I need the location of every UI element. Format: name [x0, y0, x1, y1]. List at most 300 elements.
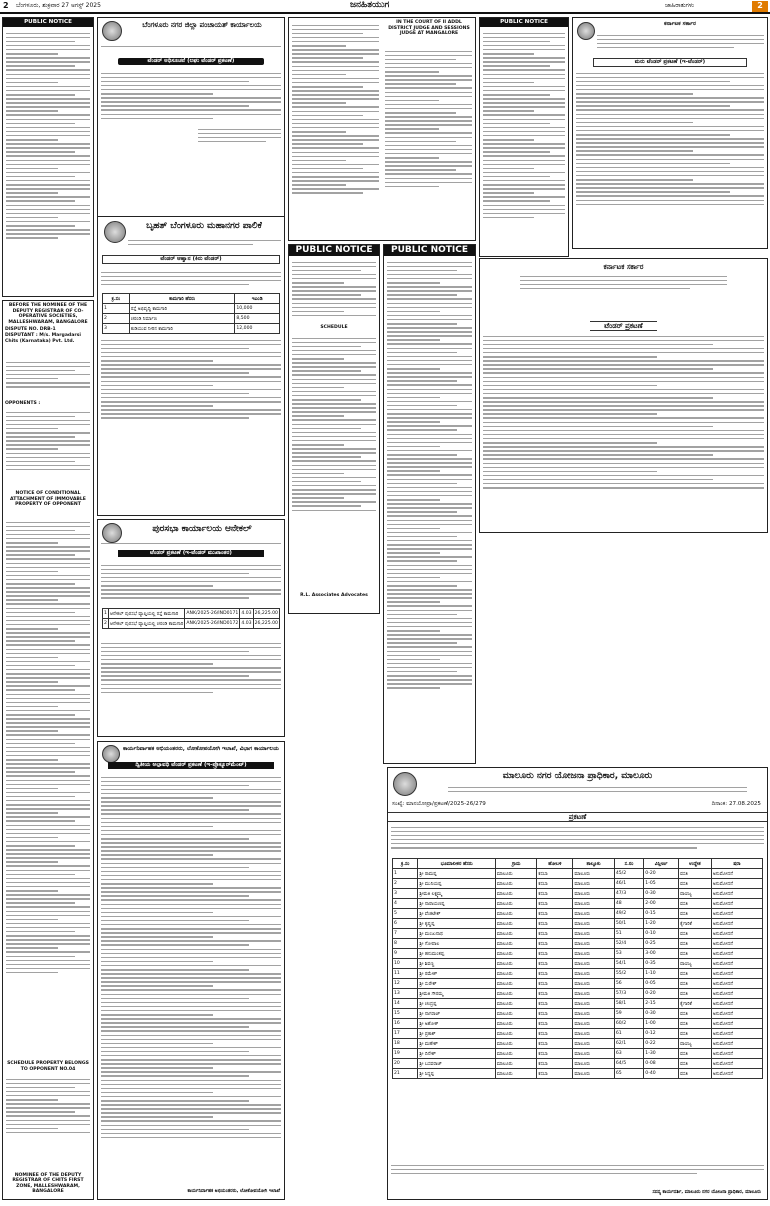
table-cell: ಅನುಮೋದನೆ	[711, 969, 762, 979]
table-cell: ಕಸಬಾ	[537, 1069, 573, 1079]
table-cell: ಅನುಮೋದನೆ	[711, 1059, 762, 1069]
table-cell: 53	[614, 949, 643, 959]
notice-title: ಬೃಹತ್ ಬೆಂಗಳೂರು ಮಹಾನಗರ ಪಾಲಿಕೆ	[146, 221, 262, 231]
table-cell: 4.03	[240, 609, 253, 619]
table-row	[393, 1069, 763, 1079]
table-cell: ಅನುಮೋದನೆ	[711, 879, 762, 889]
table-cell: ವಾಣಿಜ್ಯ	[679, 959, 712, 969]
table-cell: 4.03	[240, 619, 253, 629]
table-cell: ರಸ್ತೆ ಅಭಿವೃದ್ಧಿ ಕಾಮಗಾರಿ	[129, 304, 235, 314]
table-cell: ಮಾಲೂರು	[573, 869, 615, 879]
table-header: ಸ.ನಂ	[614, 859, 643, 869]
table-cell: 15	[393, 1009, 418, 1019]
table-row	[393, 919, 763, 929]
table-cell: 61	[614, 1029, 643, 1039]
table-header: ಉದ್ದೇಶ	[679, 859, 712, 869]
table-cell: ಮಾಲೂರು	[573, 959, 615, 969]
table-cell: ಕಸಬಾ	[537, 909, 573, 919]
notice-subtitle: ದ್ವಿತೀಯ ಅಲ್ಪಾವಧಿ ಟೆಂಡರ್ ಪ್ರಕಟಣೆ (ಇ-ಪ್ರೊಕ್ಯೂರ್‌ಮೆಂಟ್)	[108, 762, 274, 769]
table-row	[393, 929, 763, 939]
table-cell: ಶ್ರೀಮತಿ ಲಕ್ಷ್ಮಮ್ಮ	[418, 889, 496, 899]
table-cell: ಮಾಲೂರು	[495, 929, 537, 939]
table-cell: ಶ್ರೀ ನಾರಾಯಣಪ್ಪ	[418, 899, 496, 909]
table-cell: ಅನುಮೋದನೆ	[711, 919, 762, 929]
table-cell: 3-00	[644, 949, 679, 959]
table-cell: ಕಸಬಾ	[537, 949, 573, 959]
table-cell: ಮಾಲೂರು	[573, 919, 615, 929]
table-cell: 0-35	[644, 959, 679, 969]
table-cell: ಶ್ರೀ ಗೋಪಾಲ	[418, 939, 496, 949]
table-cell: ಮಾಲೂರು	[573, 989, 615, 999]
table-row	[393, 879, 763, 889]
table-cell: 1-20	[644, 919, 679, 929]
notice-subtitle: ಟೆಂಡರ್ ಪ್ರಕಟಣೆ	[590, 321, 657, 331]
table-cell: ಅನುಮೋದನೆ	[711, 1019, 762, 1029]
notice-subtitle: ಮರು ಟೆಂಡರ್ ಪ್ರಕಟಣೆ (ಇ-ಟೆಂಡರ್)	[593, 58, 747, 67]
table-cell: ವಸತಿ	[679, 1069, 712, 1079]
table-cell: ಅನುಮೋದನೆ	[711, 1009, 762, 1019]
table-row	[393, 889, 763, 899]
table-cell: 11	[393, 969, 418, 979]
table-row	[393, 969, 763, 979]
table-cell: ಮಾಲೂರು	[573, 889, 615, 899]
table-cell: ಶ್ರೀ ದಿನೇಶ್	[418, 1049, 496, 1059]
public-notice-col3a	[288, 244, 380, 614]
table-cell: ಕಸಬಾ	[537, 929, 573, 939]
notice-title: ಕರ್ನಾಟಕ ಸರ್ಕಾರ	[664, 21, 696, 27]
table-cell: ಮಾಲೂರು	[495, 869, 537, 879]
table-cell: ಕಸಬಾ	[537, 1049, 573, 1059]
table-cell: 46/1	[614, 879, 643, 889]
malur-planning-notice	[387, 767, 768, 1200]
tender-table	[102, 293, 280, 334]
table-cell: 7	[393, 929, 418, 939]
table-cell: ವಸತಿ	[679, 929, 712, 939]
table-cell: ಕಸಬಾ	[537, 999, 573, 1009]
notice-subtitle: ಟೆಂಡರ್ ಅಧಿಸೂಚನೆ (ಲಘು ಟೆಂಡರ್ ಪ್ರಕಟಣೆ)	[118, 58, 264, 65]
table-cell: 52/4	[614, 939, 643, 949]
table-row	[393, 959, 763, 969]
land-table	[392, 858, 763, 1079]
notice-title: ಕಾರ್ಯನಿರ್ವಾಹಕ ಅಭಿಯಂತರರು, ಲೋಕೋಪಯೋಗಿ ಇಲಾಖೆ, ವಿಭಾಗ ಕಾರ್ಯಾಲಯ	[122, 746, 280, 752]
table-cell: ಅನುಮೋದನೆ	[711, 1039, 762, 1049]
table-cell: ವಸತಿ	[679, 899, 712, 909]
table-cell: 48	[614, 899, 643, 909]
table-cell: ವಸತಿ	[679, 1059, 712, 1069]
table-header: ಹೋಬಳಿ	[537, 859, 573, 869]
table-cell: ಕಸಬಾ	[537, 939, 573, 949]
table-cell: ಕಸಬಾ	[537, 1029, 573, 1039]
table-cell: 26,225.00	[253, 609, 279, 619]
table-row	[393, 899, 763, 909]
table-cell: ಮಾಲೂರು	[573, 1069, 615, 1079]
table-cell: ಶ್ರೀ ಮುನಿಯಪ್ಪ	[418, 879, 496, 889]
table-cell: ಅನುಮೋದನೆ	[711, 1029, 762, 1039]
table-cell: ಕಸಬಾ	[537, 899, 573, 909]
table-cell: ಕಸಬಾ	[537, 869, 573, 879]
govt-emblem-icon	[577, 22, 595, 40]
attachment-title: NOTICE OF CONDITIONAL ATTACHMENT OF IMMOVABLE PROPERTY OF OPPONENT	[10, 491, 86, 508]
govt-emblem-icon	[102, 21, 122, 41]
table-cell: ಮಾಲೂರು	[495, 1029, 537, 1039]
table-cell: 4	[393, 899, 418, 909]
table-cell: 1-30	[644, 1049, 679, 1059]
table-cell: ಅನುಮೋದನೆ	[711, 989, 762, 999]
table-cell: ಕೈಗಾರಿಕೆ	[679, 919, 712, 929]
table-cell: ಮಾಲೂರು	[573, 1059, 615, 1069]
table-cell: 0-22	[644, 1039, 679, 1049]
table-cell: 26,225.00	[253, 619, 279, 629]
table-cell: ಮಾಲೂರು	[573, 1049, 615, 1059]
disputant: DISPUTANT : M/s. Margadarsi Chits (Karnataka) Pvt. Ltd.	[5, 332, 81, 344]
table-cell: 55/2	[614, 969, 643, 979]
bbmp-logo-icon	[104, 221, 126, 243]
table-cell: 2-00	[644, 899, 679, 909]
table-cell: ಮಾಲೂರು	[495, 959, 537, 969]
table-cell: ವಸತಿ	[679, 909, 712, 919]
table-header: ಕ್ರ.ಸಂ	[393, 859, 418, 869]
table-cell: ಮಾಲೂರು	[495, 949, 537, 959]
works-table	[102, 608, 280, 629]
table-cell: ಅನುಮೋದನೆ	[711, 959, 762, 969]
table-cell: 1-05	[644, 879, 679, 889]
table-cell: ಅನುಮೋದನೆ	[711, 939, 762, 949]
court-notice-col3	[288, 17, 476, 241]
table-cell: ಮಾಲೂರು	[573, 979, 615, 989]
table-cell: ಶ್ರೀ ಪ್ರಕಾಶ್	[418, 1029, 496, 1039]
table-cell: ಅನುಮೋದನೆ	[711, 899, 762, 909]
table-row	[393, 1059, 763, 1069]
table-cell: ಮಾಲೂರು	[495, 1049, 537, 1059]
table-cell: ಮಾಲೂರು	[573, 969, 615, 979]
schedule-heading: SCHEDULE	[320, 325, 348, 330]
table-header: ಷರಾ	[711, 859, 762, 869]
table-cell: ಮಾಲೂರು	[573, 929, 615, 939]
table-cell: 0-30	[644, 889, 679, 899]
table-row	[393, 989, 763, 999]
table-cell: 10,000	[235, 304, 280, 314]
table-cell: ಶ್ರೀ ಅಶೋಕ್	[418, 1019, 496, 1029]
table-cell: 59	[614, 1009, 643, 1019]
table-cell: 58/1	[614, 999, 643, 1009]
table-cell: 8,500	[235, 314, 280, 324]
table-cell: ಮಾಲೂರು	[495, 999, 537, 1009]
table-cell: ಮಾಲೂರು	[573, 999, 615, 1009]
table-cell: ಮಾಲೂರು	[573, 949, 615, 959]
table-cell: ಮಾಲೂರು	[495, 909, 537, 919]
table-cell: ಮಾಲೂರು	[573, 909, 615, 919]
table-row	[103, 304, 280, 314]
table-cell: ಕಸಬಾ	[537, 959, 573, 969]
table-cell: ಅನುಮೋದನೆ	[711, 889, 762, 899]
table-row	[393, 979, 763, 989]
table-cell: 2-15	[644, 999, 679, 1009]
table-cell: ಶ್ರೀ ಮಹೇಶ್	[418, 1039, 496, 1049]
table-cell: ಕೈಗಾರಿಕೆ	[679, 999, 712, 1009]
table-cell: ಶ್ರೀ ನಾಗರಾಜ್	[418, 1009, 496, 1019]
table-cell: ಮಾಲೂರು	[495, 899, 537, 909]
table-cell: ಅನುಮೋದನೆ	[711, 979, 762, 989]
table-cell: ವಸತಿ	[679, 879, 712, 889]
signer: ಸದಸ್ಯ ಕಾರ್ಯದರ್ಶಿ, ಮಾಲೂರು ನಗರ ಯೋಜನಾ ಪ್ರಾಧಿಕಾರ, ಮಾಲೂರು	[652, 1190, 761, 1196]
table-row	[393, 949, 763, 959]
table-cell: 13	[393, 989, 418, 999]
advocate-name: R.L. Associates Advocates	[300, 593, 368, 599]
table-cell: ಮಾಲೂರು	[495, 979, 537, 989]
table-cell: ವಸತಿ	[679, 1029, 712, 1039]
table-cell: 8	[393, 939, 418, 949]
table-cell: ಕಸಬಾ	[537, 1059, 573, 1069]
table-row	[393, 999, 763, 1009]
table-cell: 1	[393, 869, 418, 879]
cmyk-marks-left	[120, 1199, 200, 1205]
table-cell: ಅನುಮೋದನೆ	[711, 869, 762, 879]
table-cell: 3	[393, 889, 418, 899]
table-cell: ವಸತಿ	[679, 979, 712, 989]
table-cell: ಶ್ರೀ ವೆಂಕಟೇಶ್	[418, 909, 496, 919]
anekal-tender-notice	[97, 519, 285, 737]
table-cell: ಮಾಲೂರು	[573, 939, 615, 949]
table-cell: ಅನುಮೋದನೆ	[711, 949, 762, 959]
table-row	[103, 314, 280, 324]
public-notice-col1	[2, 17, 94, 297]
table-cell: 20	[393, 1059, 418, 1069]
table-row	[393, 1049, 763, 1059]
table-cell: ವಸತಿ	[679, 1019, 712, 1029]
table-cell: ಕುಡಿಯುವ ನೀರಿನ ಕಾಮಗಾರಿ	[129, 324, 235, 334]
table-cell: 6	[393, 919, 418, 929]
notice-title: ಮಾಲೂರು ನಗರ ಯೋಜನಾ ಪ್ರಾಧಿಕಾರ, ಮಾಲೂರು	[502, 771, 653, 781]
table-cell: ಶ್ರೀ ಹನುಮಂತಪ್ಪ	[418, 949, 496, 959]
table-header: ಗ್ರಾಮ	[495, 859, 537, 869]
table-cell: 14	[393, 999, 418, 1009]
table-cell: 17	[393, 1029, 418, 1039]
table-cell: 45/2	[614, 869, 643, 879]
table-cell: 1	[103, 609, 109, 619]
table-cell: ಕಸಬಾ	[537, 979, 573, 989]
table-cell: 19	[393, 1049, 418, 1059]
table-cell: ಕಸಬಾ	[537, 1009, 573, 1019]
table-cell: ಅನುಮೋದನೆ	[711, 1069, 762, 1079]
notice-title: PUBLIC NOTICE	[3, 18, 93, 27]
public-notice-col4	[479, 17, 569, 257]
table-cell: 56	[614, 979, 643, 989]
notice-date: ದಿನಾಂಕ: 27.08.2025	[711, 801, 761, 807]
table-cell: ವಸತಿ	[679, 949, 712, 959]
table-cell: ಮಾಲೂರು	[495, 969, 537, 979]
notice-title: PUBLIC NOTICE	[384, 245, 475, 256]
schedule-property: SCHEDULE PROPERTY BELONGS TO OPPONENT NO.04	[7, 1061, 89, 1072]
table-cell: 9	[393, 949, 418, 959]
table-cell: 0-25	[644, 939, 679, 949]
table-row	[393, 1009, 763, 1019]
table-cell: 51	[614, 929, 643, 939]
table-header: ಕಾಮಗಾರಿ ಹೆಸರು	[129, 294, 235, 304]
table-cell: ವಸತಿ	[679, 989, 712, 999]
table-row	[393, 1039, 763, 1049]
table-cell: 0-15	[644, 909, 679, 919]
table-row	[393, 1029, 763, 1039]
notice-subtitle: ಟೆಂಡರ್ ಆಹ್ವಾನ (ಕಿರು ಟೆಂಡರ್)	[102, 255, 280, 264]
table-cell: 0-08	[644, 1059, 679, 1069]
notice-title: PUBLIC NOTICE	[480, 18, 568, 27]
table-row	[103, 609, 280, 619]
table-cell: ಮಾಲೂರು	[573, 1019, 615, 1029]
table-cell: ಕಸಬಾ	[537, 919, 573, 929]
table-cell: ಮಾಲೂರು	[495, 919, 537, 929]
table-cell: ಕಸಬಾ	[537, 989, 573, 999]
zp-tender-notice	[97, 17, 285, 227]
table-cell: ಶ್ರೀ ಮಂಜುನಾಥ	[418, 929, 496, 939]
table-cell: 0-12	[644, 1029, 679, 1039]
notice-title: ಪುರಸಭಾ ಕಾರ್ಯಾಲಯ ಆನೇಕಲ್	[152, 524, 252, 534]
table-cell: ಶ್ರೀ ಕೃಷ್ಣಪ್ಪ	[418, 919, 496, 929]
table-cell: ಕಸಬಾ	[537, 879, 573, 889]
table-cell: ಅನುಮೋದನೆ	[711, 909, 762, 919]
table-cell: 0-20	[644, 869, 679, 879]
notice-title: ಬೆಂಗಳೂರು ನಗರ ಜಿಲ್ಲಾ ಪಂಚಾಯತ್ ಕಾರ್ಯಾಲಯ	[142, 21, 262, 29]
table-row	[103, 324, 280, 334]
table-row	[393, 939, 763, 949]
table-cell: ಶ್ರೀ ರಮೇಶ್	[418, 969, 496, 979]
table-cell: 62/1	[614, 1039, 643, 1049]
table-cell: 21	[393, 1069, 418, 1079]
table-row	[393, 869, 763, 879]
table-cell: ವಸತಿ	[679, 969, 712, 979]
table-cell: ಮಾಲೂರು	[573, 879, 615, 889]
table-cell: ಶ್ರೀ ಶಿವಣ್ಣ	[418, 959, 496, 969]
table-cell: ಮಾಲೂರು	[495, 939, 537, 949]
table-cell: 5	[393, 909, 418, 919]
table-cell: ಮಾಲೂರು	[495, 1009, 537, 1019]
table-cell: ಮಾಲೂರು	[495, 879, 537, 889]
table-cell: 1	[103, 304, 130, 314]
table-cell: ಮಾಲೂರು	[495, 1059, 537, 1069]
table-cell: 2	[103, 314, 130, 324]
govt-emblem-icon	[102, 745, 120, 763]
table-cell: ಮಾಲೂರು	[495, 1019, 537, 1029]
color-registration-strip	[0, 1199, 770, 1206]
bbmp-tender-notice	[97, 216, 285, 516]
table-cell: ಮಾಲೂರು	[573, 1009, 615, 1019]
table-cell: 64/5	[614, 1059, 643, 1069]
table-cell: ವಾಣಿಜ್ಯ	[679, 1039, 712, 1049]
table-row	[393, 909, 763, 919]
table-cell: ಅನುಮೋದನೆ	[711, 929, 762, 939]
page-number: 2	[3, 1, 9, 10]
table-cell: ಶ್ರೀಮತಿ ಗೌರಮ್ಮ	[418, 989, 496, 999]
table-cell: ಕಸಬಾ	[537, 1039, 573, 1049]
table-cell: ವಸತಿ	[679, 939, 712, 949]
table-cell: ಕಸಬಾ	[537, 1019, 573, 1029]
table-cell: 63	[614, 1049, 643, 1059]
court-notice-col1	[2, 300, 94, 1200]
table-cell: 57/3	[614, 989, 643, 999]
dispute-no: DISPUTE NO. DRB-1	[5, 327, 56, 333]
govt-emblem-icon	[393, 772, 417, 796]
table-cell: ಶ್ರೀ ಚಂದ್ರಪ್ಪ	[418, 999, 496, 1009]
table-cell: 18	[393, 1039, 418, 1049]
table-cell: 0-10	[644, 929, 679, 939]
table-cell: ವಸತಿ	[679, 1009, 712, 1019]
table-cell: 16	[393, 1019, 418, 1029]
table-row	[393, 1019, 763, 1029]
masthead: ಜನಹಿತಯುಗ	[350, 0, 390, 10]
table-cell: ಚರಂಡಿ ನಿರ್ಮಾಣ	[129, 314, 235, 324]
table-cell: 50/1	[614, 919, 643, 929]
table-cell: ಮಾಲೂರು	[573, 1039, 615, 1049]
table-cell: ಕಸಬಾ	[537, 969, 573, 979]
court-title: IN THE COURT OF II ADDL DISTRICT JUDGE AND SESSIONS JUDGE AT MANGALORE	[388, 20, 470, 37]
table-cell: 0-40	[644, 1069, 679, 1079]
table-cell: 2	[103, 619, 109, 629]
cmyk-marks-right	[570, 1199, 650, 1205]
tender-notice-col4	[479, 258, 768, 533]
table-cell: ಮಾಲೂರು	[495, 1069, 537, 1079]
table-cell: ಶ್ರೀ ಸಿದ್ದಪ್ಪ	[418, 1069, 496, 1079]
table-cell: ANK/2025-26/IND0172	[185, 619, 240, 629]
table-cell: 0-20	[644, 989, 679, 999]
table-cell: ಶ್ರೀ ಸುರೇಶ್	[418, 979, 496, 989]
table-cell: ಮಾಲೂರು	[495, 889, 537, 899]
table-header: ಕ್ರ.ಸಂ	[103, 294, 130, 304]
table-cell: ಮಾಲೂರು	[495, 989, 537, 999]
table-cell: 60/2	[614, 1019, 643, 1029]
reference-no: ಸಂಖ್ಯೆ: ಮಾನಯೋಪ್ರಾ/ಪ್ರಕಟಣೆ/2025-26/279	[392, 801, 486, 807]
table-header: ತಾಲ್ಲೂಕು	[573, 859, 615, 869]
retender-notice	[572, 17, 768, 249]
table-cell: ವಸತಿ	[679, 1049, 712, 1059]
notice-subtitle: ಟೆಂಡರ್ ಪ್ರಕಟಣೆ (ಇ-ಟೆಂಡರ್ ಮುಖಾಂತರ)	[118, 550, 264, 557]
table-cell: ಶ್ರೀ ಬಸವರಾಜ್	[418, 1059, 496, 1069]
signer: NOMINEE OF THE DEPUTY REGISTRAR OF CHITS FIRST ZONE, MALLESHWARAM, BANGALORE	[12, 1172, 84, 1195]
table-cell: ವಾಣಿಜ್ಯ	[679, 889, 712, 899]
table-header: ಇಎಂಡಿ	[235, 294, 280, 304]
table-cell: ಅನುಮೋದನೆ	[711, 999, 762, 1009]
table-cell: 10	[393, 959, 418, 969]
opponents: OPPONENTS :	[5, 401, 41, 406]
table-header: ವಿಸ್ತೀರ್ಣ	[644, 859, 679, 869]
table-cell: 3	[103, 324, 130, 334]
pwd-tender-notice	[97, 741, 285, 1200]
court-title: BEFORE THE NOMINEE OF THE DEPUTY REGISTRAR OF CO-OPERATIVE SOCIETIES, MALLESHWARAM, BANGALORE	[8, 303, 88, 325]
table-cell: 49/2	[614, 909, 643, 919]
signer: ಕಾರ್ಯನಿರ್ವಾಹಕ ಅಭಿಯಂತರರು, ಲೋಕೋಪಯೋಗಿ ಇಲಾಖೆ	[187, 1189, 280, 1195]
section-name: ಜಾಹಿರಾತುಗಳು	[665, 2, 695, 9]
notice-title: ಕರ್ನಾಟಕ ಸರ್ಕಾರ	[603, 263, 644, 271]
table-cell: ಮಾಲೂರು	[573, 899, 615, 909]
table-header: ಭೂಮಾಲೀಕರ ಹೆಸರು	[418, 859, 496, 869]
table-cell: ANK/2025-26/IND0171	[185, 609, 240, 619]
table-cell: ಶ್ರೀ ರಾಮಪ್ಪ	[418, 869, 496, 879]
table-cell: 12,000	[235, 324, 280, 334]
table-cell: ಆನೇಕಲ್ ಪುರಸಭೆ ವ್ಯಾಪ್ತಿಯಲ್ಲಿ ಚರಂಡಿ ಕಾಮಗಾರಿ	[108, 619, 184, 629]
table-cell: 1-00	[644, 1019, 679, 1029]
table-row	[103, 619, 280, 629]
table-cell: ವಸತಿ	[679, 869, 712, 879]
table-cell: 54/1	[614, 959, 643, 969]
corner-badge: 2	[752, 1, 768, 12]
table-cell: ಅನುಮೋದನೆ	[711, 1049, 762, 1059]
table-cell: 0-30	[644, 1009, 679, 1019]
notice-title: PUBLIC NOTICE	[289, 245, 379, 256]
table-cell: 1-10	[644, 969, 679, 979]
table-cell: ಮಾಲೂರು	[495, 1039, 537, 1049]
issue-date: ಬೆಂಗಳೂರು, ಶುಕ್ರವಾರ 27 ಅಗಸ್ಟ್ 2025	[16, 2, 101, 9]
table-cell: 65	[614, 1069, 643, 1079]
page-header	[0, 0, 770, 14]
table-cell: ಮಾಲೂರು	[573, 1029, 615, 1039]
